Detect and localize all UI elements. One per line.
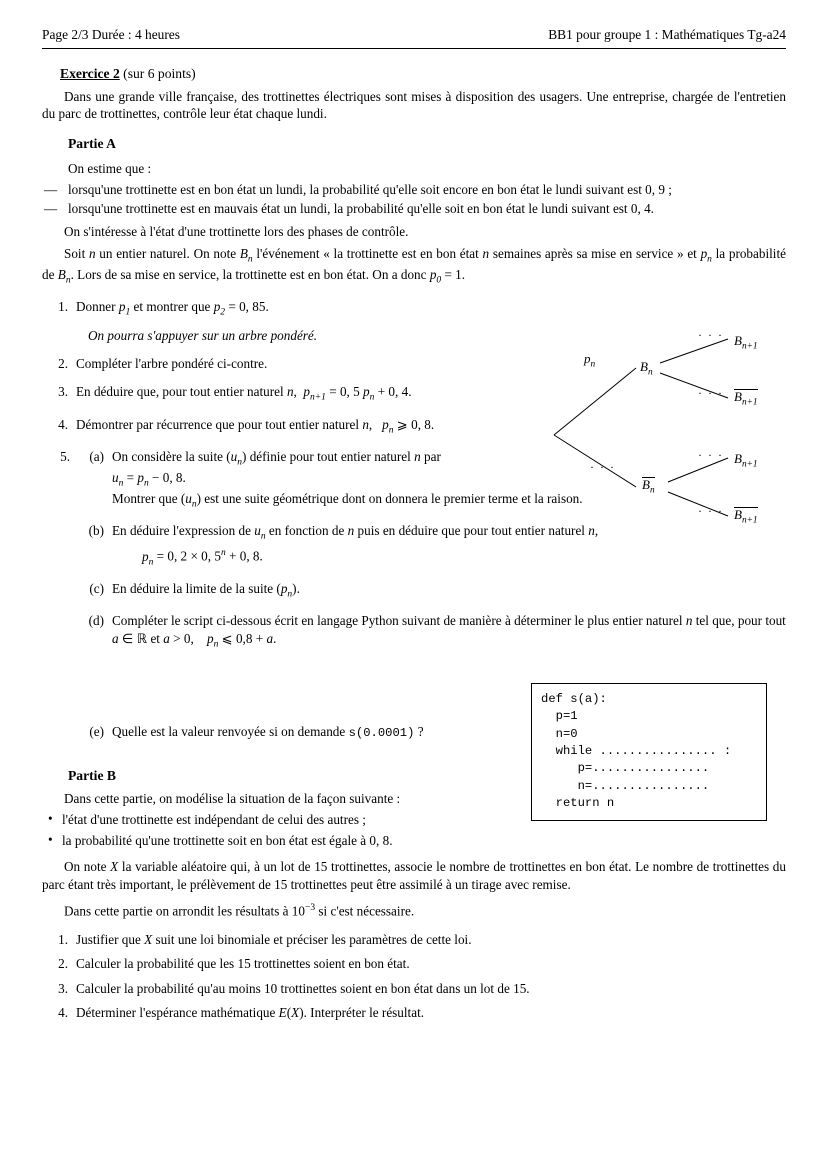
question-mark: 3. bbox=[58, 980, 68, 996]
question-text: Calculer la probabilité que les 15 trottinettes soient en bon état. bbox=[76, 956, 410, 972]
exercise-title bbox=[42, 65, 786, 83]
question-5c bbox=[76, 580, 786, 601]
subquestion-mark: (a) bbox=[89, 448, 104, 464]
tree-label-pn: $p_n$ bbox=[584, 351, 596, 370]
python-line: return n bbox=[541, 795, 615, 810]
python-line: p=................ bbox=[541, 761, 710, 776]
question-mark: 1. bbox=[58, 931, 68, 947]
subquestion-formula: $p_n = 0$, 2 × 0, $5^n + 0$, 8. bbox=[142, 548, 263, 568]
question-mark: 5. bbox=[60, 448, 70, 464]
tree-dots: · · · bbox=[698, 386, 724, 400]
subquestion-text: Quelle est la valeur renvoyée si on demande s(0.0001) ? bbox=[112, 723, 424, 740]
exercise-intro: Dans une grande ville française, des trottinettes électriques sont mises à disposition des usagers. Une entreprise, chargée de l'entretien du parc de trottinettes, contrôle leur état chaque lundi. bbox=[42, 88, 786, 122]
subquestion-mark: (c) bbox=[89, 581, 104, 597]
subquestion-text-2: Montrer que $(u_n)$ est une suite géométrique dont on donnera le premier terme et la raison. bbox=[112, 491, 583, 510]
partB-round-para: Dans cette partie on arrondit les résultats à $10^{-3}$ si c'est nécessaire. bbox=[64, 902, 415, 919]
python-line: n=................ bbox=[541, 778, 710, 793]
question-mark: 2. bbox=[58, 956, 68, 972]
header-right-text: BB1 pour groupe 1 : Mathématiques Tg-a24 bbox=[548, 27, 786, 42]
bullet-icon: • bbox=[48, 811, 53, 827]
list-item bbox=[42, 832, 786, 849]
probability-tree-diagram bbox=[532, 330, 792, 540]
partB-questions bbox=[42, 931, 786, 1022]
question-mark: 4. bbox=[58, 1005, 68, 1021]
tree-dots: · · · bbox=[698, 328, 724, 342]
subquestion-mark: (b) bbox=[88, 523, 104, 539]
hypothesis-text: lorsqu'une trottinette est en bon état un lundi, la probabilité qu'elle soit encore en bon état le lundi suivant est 0, 9 ; bbox=[68, 181, 672, 197]
question-1-hint: On pourra s'appuyer sur un arbre pondéré. bbox=[88, 327, 318, 343]
subquestion-text: En déduire la limite de la suite $(p_n)$. bbox=[112, 581, 300, 600]
partA-interest-para: On s'intéresse à l'état d'une trottinette lors des phases de contrôle. bbox=[64, 223, 409, 239]
tree-leaf-bn1-bar-top: $B_{n+1}$ bbox=[734, 389, 758, 408]
hypothesis-text: lorsqu'une trottinette est en mauvais état un lundi, la probabilité qu'elle soit en bon état le lundi suivant est 0, 4. bbox=[68, 201, 654, 217]
model-text: l'état d'une trottinette est indépendant de celui des autres ; bbox=[62, 812, 366, 828]
question-mark: 3. bbox=[58, 384, 68, 400]
dash-icon: — bbox=[44, 181, 58, 197]
tree-dots: · · · bbox=[590, 460, 616, 474]
question-5d bbox=[76, 612, 786, 651]
question-text: Justifier que X suit une loi binomiale et préciser les paramètres de cette loi. bbox=[76, 931, 472, 947]
question-mark: 4. bbox=[58, 416, 68, 432]
tree-node-bn: $B_n$ bbox=[640, 359, 653, 378]
header-left-text: Page 2/3 Durée : 4 heures bbox=[42, 27, 180, 42]
question-text: Déterminer l'espérance mathématique E(X). Interpréter le résultat. bbox=[76, 1005, 425, 1021]
partA-definition-para: Soit n un entier naturel. On note $B_n$ l'événement « la trottinette est en bon état n semaines après sa mise en service » et $p_n$ la probabilité de $B_n$. Lors de sa mise en service, la trottinette est en bon état. On a donc $p_0 = 1$. bbox=[42, 246, 786, 286]
python-line: def s(a): bbox=[541, 692, 607, 706]
question-b1 bbox=[42, 931, 786, 948]
partie-b-title: Partie B bbox=[68, 767, 116, 783]
bullet-icon: • bbox=[48, 831, 53, 847]
question-text: Donner $p_1$ et montrer que $p_2 = 0$, 85. bbox=[76, 299, 269, 319]
partA-estimate-lead: On estime que : bbox=[68, 161, 152, 177]
question-text: Calculer la probabilité qu'au moins 10 trottinettes soient en bon état dans un lot de 15. bbox=[76, 980, 530, 996]
list-item bbox=[42, 200, 786, 217]
question-mark: 2. bbox=[58, 356, 68, 372]
question-mark: 1. bbox=[58, 299, 68, 315]
exercise-points: (sur 6 points) bbox=[123, 65, 196, 81]
tree-leaf-bn1-bottom: $B_{n+1}$ bbox=[734, 451, 758, 470]
python-line: while ................ : bbox=[541, 743, 732, 758]
tree-dots: · · · bbox=[698, 504, 724, 518]
question-text: En déduire que, pour tout entier naturel n, $p_{n+1} = 0$, 5 $p_n + 0$, 4. bbox=[76, 384, 412, 404]
tree-leaf-bn1-top: $B_{n+1}$ bbox=[734, 333, 758, 352]
question-b3 bbox=[42, 980, 786, 997]
page-header bbox=[42, 26, 786, 49]
partB-X-para: On note X la variable aléatoire qui, à un lot de 15 trottinettes, associe le nombre de trottinettes en bon état. Le nombre de trottinettes du parc étant très important, le prélèvement de 15 trottinettes peut être assimilé à un tirage avec remise. bbox=[42, 859, 786, 892]
question-text: Compléter l'arbre pondéré ci-contre. bbox=[76, 356, 268, 372]
partB-intro: Dans cette partie, on modélise la situation de la façon suivante : bbox=[64, 790, 401, 806]
subquestion-text: On considère la suite $(u_n)$ définie pour tout entier naturel n par bbox=[112, 448, 441, 468]
exercise-title-label: Exercice 2 bbox=[60, 65, 120, 81]
python-script-box bbox=[531, 683, 767, 821]
list-item bbox=[42, 181, 786, 198]
subquestion-text: En déduire l'expression de $u_n$ en fonction de n puis en déduire que pour tout entier naturel n, bbox=[112, 523, 599, 542]
python-line: n=0 bbox=[541, 726, 578, 741]
subquestion-text: Compléter le script ci-dessous écrit en langage Python suivant de manière à déterminer le plus entier naturel n tel que, pour tout a ∈ ℝ et a > 0, $p_n$ ⩽ 0,8 + a. bbox=[112, 613, 786, 650]
tree-leaf-bn1-bar-bottom: $B_{n+1}$ bbox=[734, 507, 758, 526]
subquestion-formula: $u_n = p_n - 0$, 8. bbox=[112, 469, 186, 489]
question-b4 bbox=[42, 1004, 786, 1021]
tree-node-bn-bar: $B_n$ bbox=[642, 477, 655, 496]
question-b2 bbox=[42, 955, 786, 972]
subquestion-mark: (d) bbox=[88, 613, 104, 629]
dash-icon: — bbox=[44, 201, 58, 217]
partie-a-title: Partie A bbox=[68, 136, 116, 152]
model-text: la probabilité qu'une trottinette soit en bon état est égale à 0, 8. bbox=[62, 832, 393, 848]
python-line: p=1 bbox=[541, 709, 578, 724]
tree-dots: · · · bbox=[698, 448, 724, 462]
subquestion-mark: (e) bbox=[89, 723, 104, 739]
question-text: Démontrer par récurrence que pour tout entier naturel n, $p_n$ ⩾ 0, 8. bbox=[76, 416, 435, 436]
partA-hypotheses-list bbox=[42, 181, 786, 218]
